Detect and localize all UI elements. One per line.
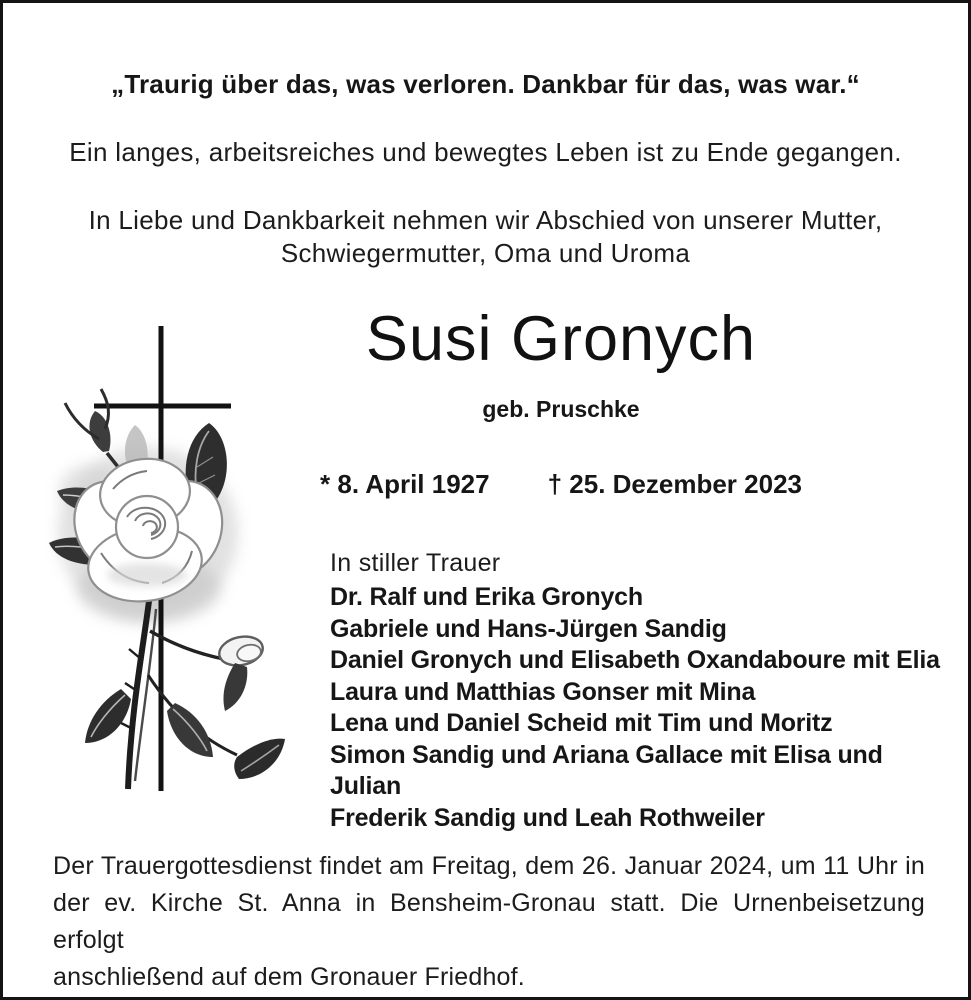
mourner-line: Lena und Daniel Scheid mit Tim und Moritz xyxy=(330,709,833,737)
memorial-quote: „Traurig über das, was verloren. Dankbar für das, was war.“ xyxy=(111,69,860,99)
mourners-list xyxy=(330,582,960,834)
mourning-label: In stiller Trauer xyxy=(330,549,501,577)
service-line-2: der ev. Kirche St. Anna in Bensheim-Gronau statt. Die Urnenbeisetzung erfolgt xyxy=(53,889,925,954)
birth-date: * 8. April 1927 xyxy=(320,469,490,499)
maiden-name: geb. Pruschke xyxy=(482,396,640,422)
life-dates xyxy=(148,469,971,500)
mourner-line: Simon Sandig und Ariana Gallace mit Elisa und Julian xyxy=(330,740,883,800)
death-date: † 25. Dezember 2023 xyxy=(547,469,802,499)
farewell-line-2: Schwiegermutter, Oma und Uroma xyxy=(280,238,691,268)
mourner-line: Frederik Sandig und Leah Rothweiler xyxy=(330,803,765,832)
farewell-text xyxy=(3,204,968,270)
cross-and-rose-illustration xyxy=(29,319,285,801)
intro-line: Ein langes, arbeitsreiches und bewegtes Leben ist zu Ende gegangen. xyxy=(69,137,902,167)
mourner-line: Laura und Matthias Gonser mit Mina xyxy=(330,677,756,706)
mourner-line: Gabriele und Hans-Jürgen Sandig xyxy=(330,614,727,643)
deceased-name: Susi Gronych xyxy=(365,304,757,374)
service-line-1: Der Trauergottesdienst findet am Freitag, dem 26. Januar 2024, um 11 Uhr in xyxy=(53,852,925,880)
mourner-line: Dr. Ralf und Erika Gronych xyxy=(330,583,643,611)
service-info xyxy=(53,848,925,996)
service-line-3: anschließend auf dem Gronauer Friedhof. xyxy=(53,963,525,991)
farewell-line-1: In Liebe und Dankbarkeit nehmen wir Abschied von unserer Mutter, xyxy=(88,205,883,235)
mourner-line: Daniel Gronych und Elisabeth Oxandaboure mit Elia xyxy=(330,646,940,674)
